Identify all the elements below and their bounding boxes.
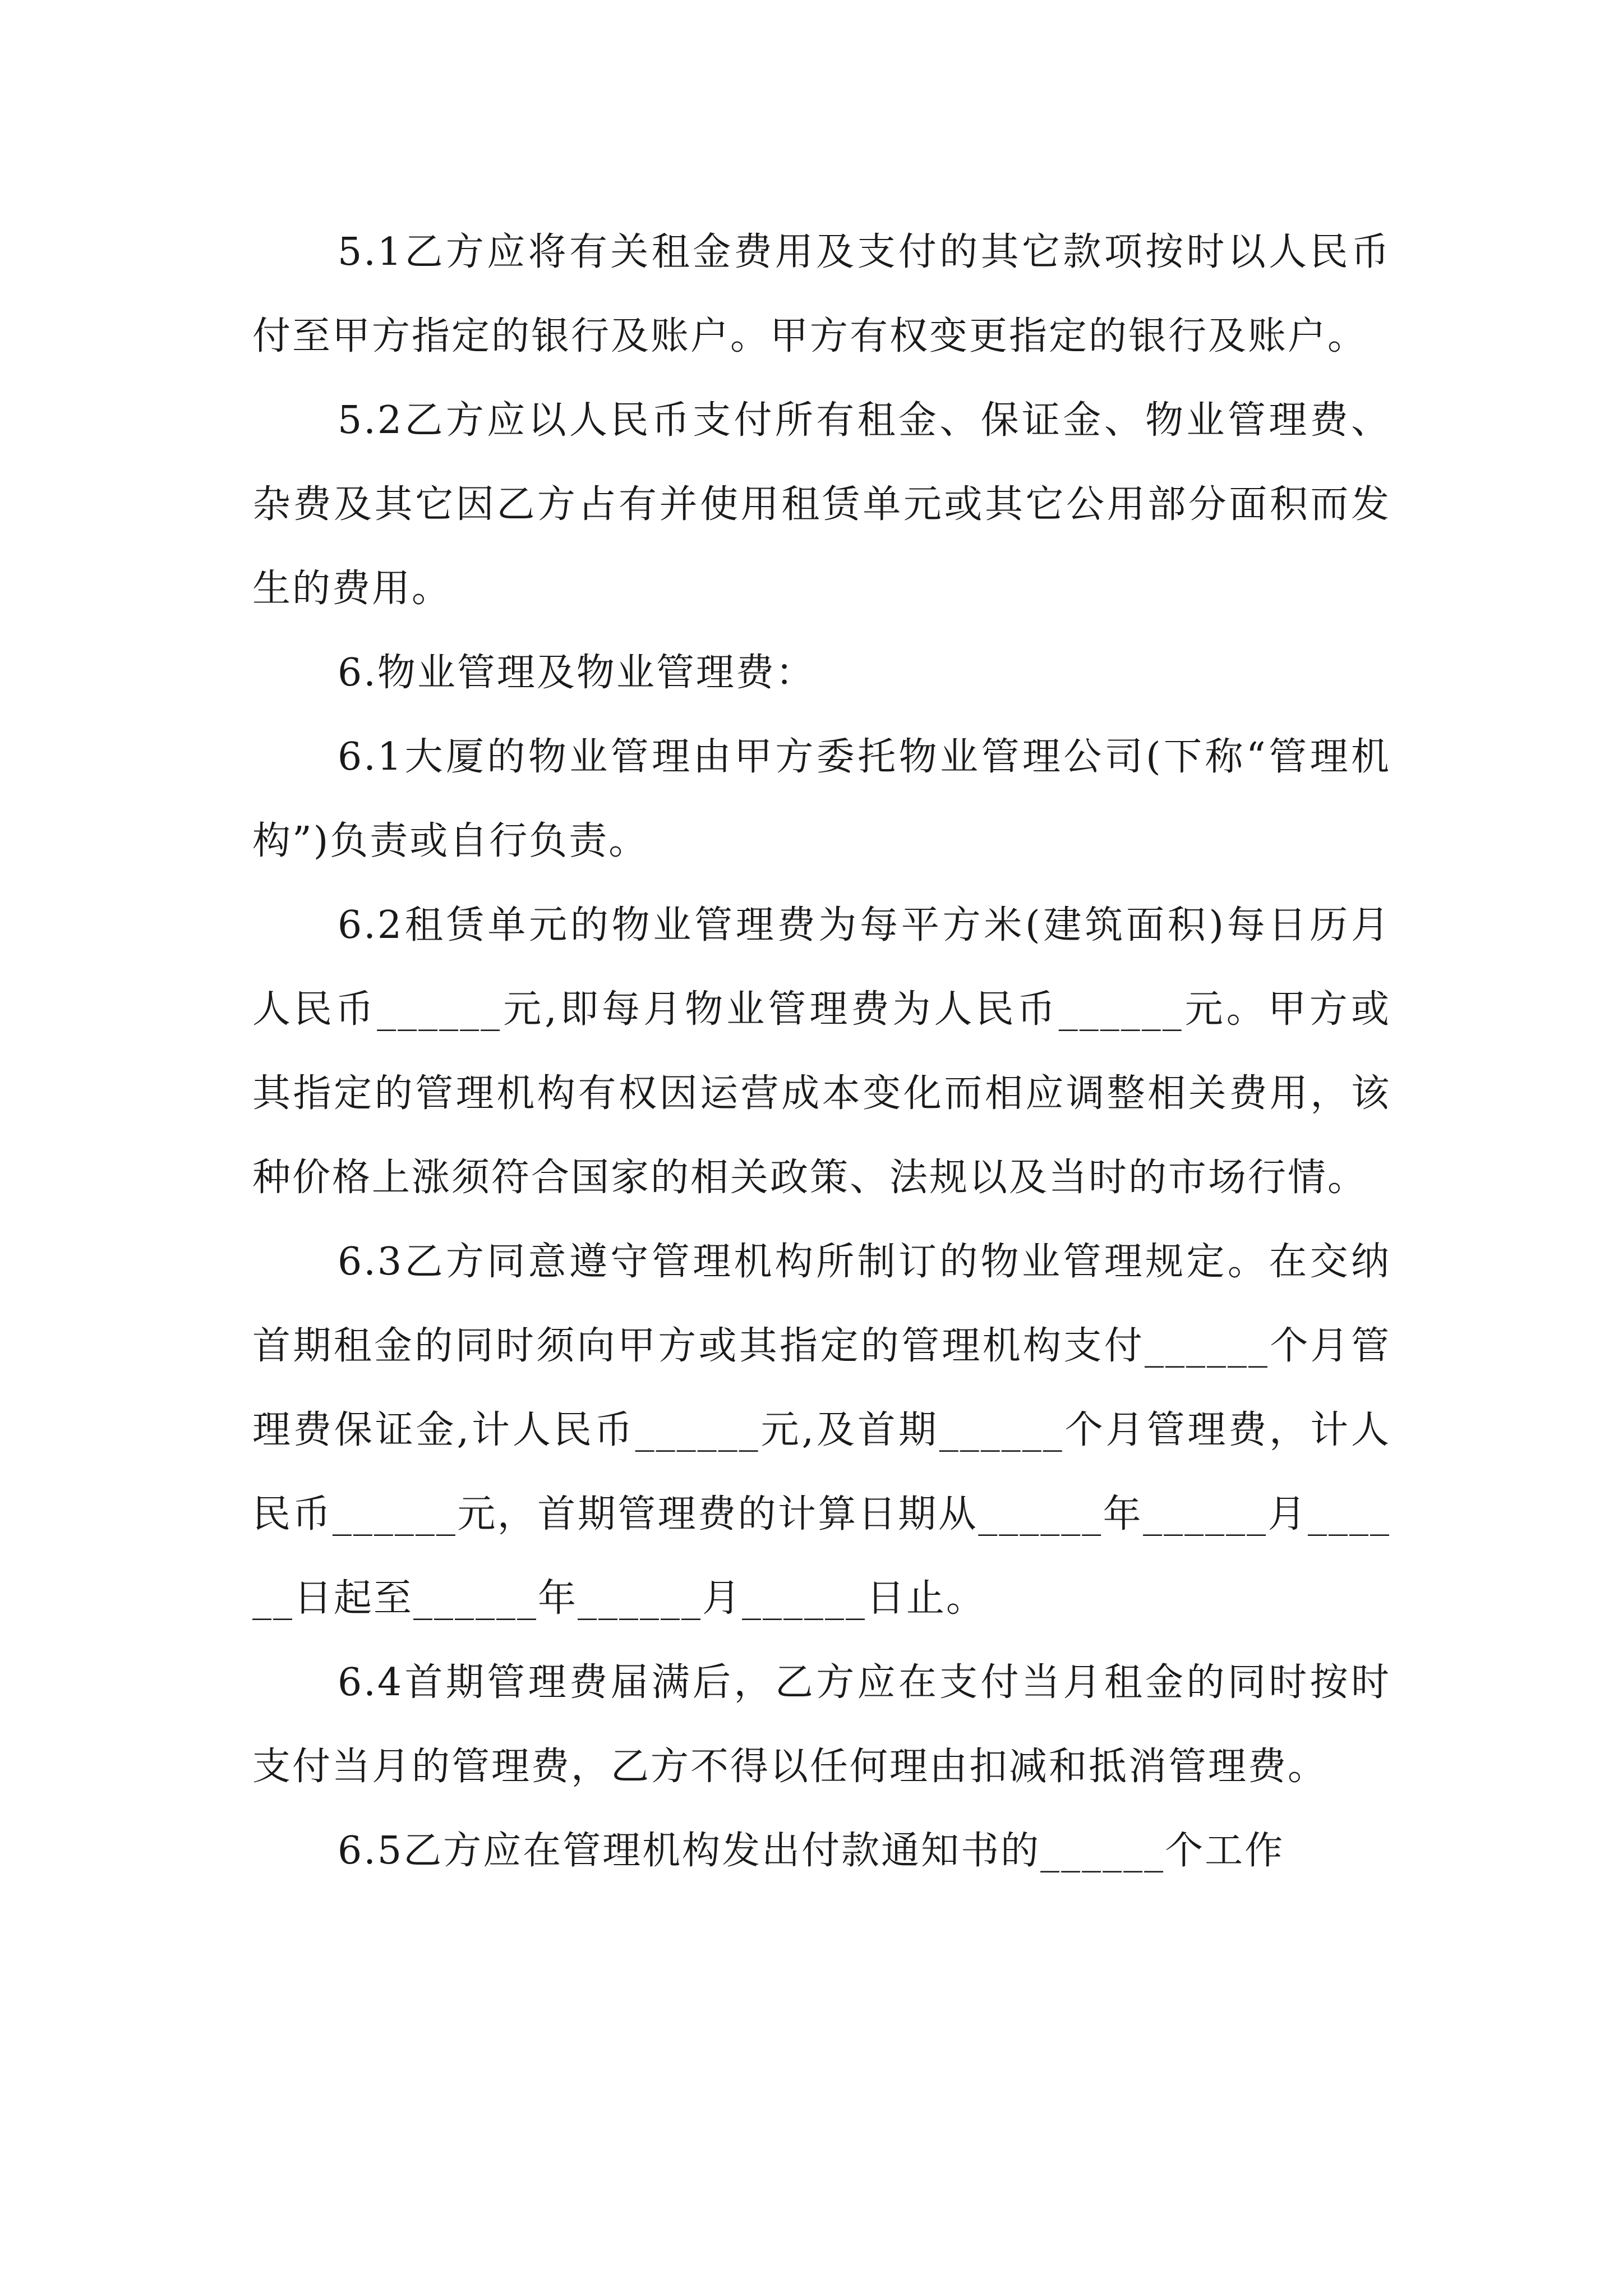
document-body [252,210,1391,1893]
paragraph-5-2: 5.2乙方应以人民币支付所有租金、保证金、物业管理费、杂费及其它因乙方占有并使用租赁单元或其它公用部分面积而发生的费用。 [252,398,1391,611]
paragraph-6-3: 6.3乙方同意遵守管理机构所制订的物业管理规定。在交纳首期租金的同时须向甲方或其指定的管理机构支付______个月管理费保证金,计人民币______元,及首期______个月管理费，计人民币______元，首期管理费的计算日期从______年______月______日起至______年______月______日止。 [252,1240,1391,1621]
paragraph-6-2: 6.2租赁单元的物业管理费为每平方米(建筑面积)每日历月人民币______元,即每月物业管理费为人民币______元。甲方或其指定的管理机构有权因运营成本变化而相应调整相关费用，该种价格上涨须符合国家的相关政策、法规以及当时的市场行情。 [252,903,1391,1200]
paragraph-5-1: 5.1乙方应将有关租金费用及支付的其它款项按时以人民币付至甲方指定的银行及账户。甲方有权变更指定的银行及账户。 [252,230,1391,358]
paragraph-6-5: 6.5乙方应在管理机构发出付款通知书的______个工作 [338,1829,1285,1873]
section-heading-6: 6.物业管理及物业管理费： [338,651,815,695]
paragraph-6-1: 6.1大厦的物业管理由甲方委托物业管理公司(下称“管理机构”)负责或自行负责。 [252,735,1391,863]
paragraph-6-4: 6.4首期管理费届满后，乙方应在支付当月租金的同时按时支付当月的管理费，乙方不得以任何理由扣减和抵消管理费。 [252,1660,1391,1789]
